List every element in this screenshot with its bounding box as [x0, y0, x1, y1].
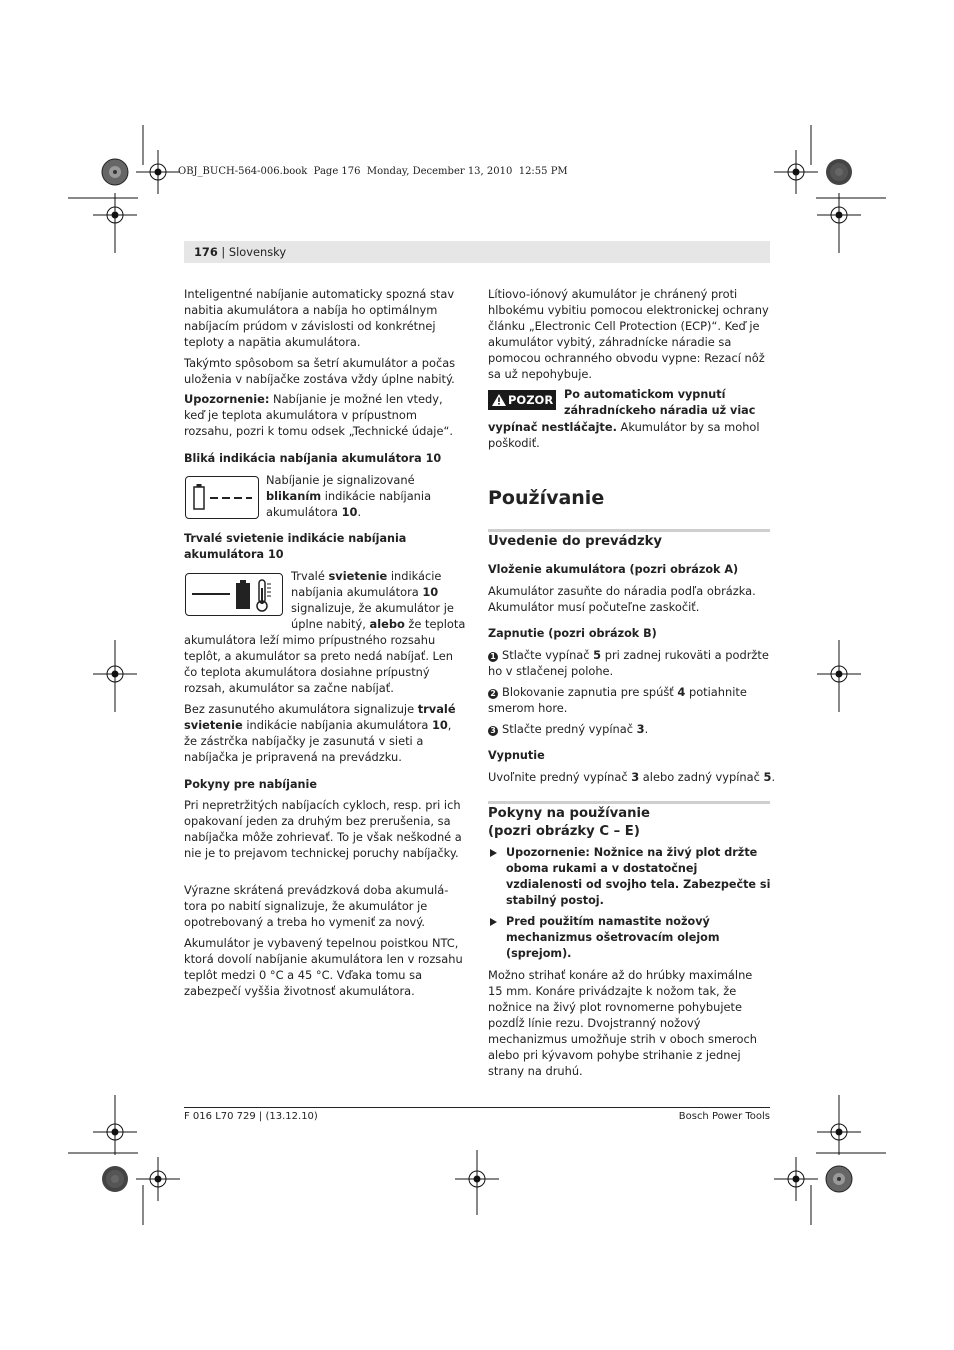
- warning-badge: [488, 390, 556, 410]
- steady-l1a: Trvalé: [291, 569, 329, 583]
- steady-line-3: signalizuje, že akumulátor je: [291, 601, 454, 615]
- heading-usage: [488, 805, 650, 841]
- section-title: Používanie: [488, 487, 605, 509]
- header-language: Slovensky: [228, 245, 287, 259]
- steady-l4b: alebo: [369, 617, 405, 631]
- p4a: Bez zasunutého akumulátora signalizuje: [184, 702, 418, 716]
- steady-battery-indicator-icon: [185, 573, 283, 616]
- blink-line-3: [266, 504, 466, 520]
- steady-line-1: [291, 568, 471, 584]
- warning-l3-bold: vypínač nestláčajte.: [488, 420, 617, 434]
- page-header: [194, 244, 286, 260]
- section-rule-2: [488, 801, 770, 804]
- heading-switch-on: Zapnutie (pozri obrázok B): [488, 627, 657, 640]
- switch-off-text: [488, 769, 778, 785]
- insert-battery-text: Akumulátor zasuňte do náradia podľa obrázka. Akumulátor musí počuteľne zaskočiť.: [488, 584, 756, 614]
- steady-l4c: že teplota: [404, 617, 466, 631]
- step3b: 3: [636, 722, 645, 736]
- step-2: [488, 684, 770, 716]
- step1a: Stlačte vypínač: [502, 648, 594, 662]
- step1b: 5: [593, 648, 602, 662]
- warning-line-4: poškodiť.: [488, 436, 540, 450]
- warning-text-top: [564, 387, 774, 419]
- step-1: [488, 647, 770, 679]
- warning-line-2: záhradníckeho náradia už viac: [564, 404, 756, 417]
- steady-description: [291, 568, 471, 632]
- blink-description: [266, 472, 466, 520]
- step3c: .: [644, 722, 649, 736]
- heading-steady: [184, 531, 406, 563]
- bullet-2-text: Pred použitím namastite nožový mechanizmus ošetrovacím olejom (sprejom).: [506, 915, 720, 960]
- heading-charging-tips: Pokyny pre nabíjanie: [184, 778, 317, 791]
- blink-ref-10: 10: [341, 505, 358, 519]
- left-paragraph-2: Takýmto spôsobom sa šetrí akumulátor a počas uloženia v nabíjačke zostáva vždy úplne nabitý.: [184, 356, 456, 386]
- off-b: 3: [631, 770, 640, 784]
- footer-rule: [184, 1107, 770, 1108]
- note-label: Upozornenie:: [184, 392, 270, 406]
- heading-blink: Bliká indikácia nabíjania akumulátora 10: [184, 452, 442, 465]
- usage-bullet-2: [506, 914, 772, 962]
- p4b: trvalé svietenie: [184, 702, 456, 732]
- page-number: 176: [194, 245, 218, 259]
- warning-line-3: [488, 419, 772, 435]
- book-header-line: OBJ_BUCH-564-006.book Page 176 Monday, December 13, 2010 12:55 PM: [178, 166, 568, 177]
- left-paragraph-4: [184, 701, 466, 765]
- left-paragraph-6: Výrazne skrátená prevádzková doba akumulá-tora po nabití signalizuje, že akumulátor je opotrebovaný a treba ho vymeniť za nový.: [184, 883, 449, 929]
- step-2-number-icon: 2: [488, 689, 498, 699]
- right-last-paragraph: Možno strihať konáre až do hrúbky maximálne 15 mm. Konáre privádzajte k nožom tak, že nožnice na živý plot rovnomerne pohybujete pozdĺž línie rezu. Dvojstranný nožový mechanizmus umožňuje strih v oboch smeroch alebo pri kývavom pohybe strihanie z jednej strany na druhú.: [488, 968, 757, 1078]
- p4d: 10: [431, 718, 448, 732]
- bullet-arrow-icon: [490, 849, 497, 857]
- heading-startup: Uvedenie do prevádzky: [488, 534, 663, 549]
- blink-period: .: [357, 505, 362, 519]
- warning-line-1: Po automatickom vypnutí: [564, 388, 726, 401]
- left-paragraph-1: Inteligentné nabíjanie automaticky spozná stav nabitia akumulátora a nabíja ho optimálnym nabíjacím prúdom v závislosti od konkrétnej teploty a napätia akumulátora.: [184, 287, 455, 349]
- step-3: [488, 721, 770, 737]
- step-3-number-icon: 3: [488, 726, 498, 736]
- note-text: Nabíjanie je možné len vtedy, keď je teplota akumulátora v prípustnom rozsahu, pozri k tomu odsek „Technické údaje“.: [184, 392, 454, 438]
- blink-line-1: Nabíjanie je signalizované: [266, 473, 415, 487]
- off-e: .: [771, 770, 776, 784]
- warning-label: POZOR: [508, 393, 554, 407]
- right-paragraph-1: Lítiovo-iónový akumulátor je chránený proti hlbokému vybitiu pomocou elektronickej ochrany článku „Electronic Cell Protection (ECP)“. Keď je akumulátor vybitý, záhradnícke náradie sa pomocou ochranného obvodu vypne: Rezací nôž sa už nepohybuje.: [488, 287, 769, 381]
- steady-line-4: [291, 616, 471, 632]
- steady-line-2: [291, 584, 471, 600]
- bullet-1-text: Upozornenie: Nožnice na živý plot držte oboma rukami a v dostatočnej vzdialenosti od svojho tela. Zabezpečte si stabilný postoj.: [506, 846, 771, 907]
- footer-left: F 016 L70 729 | (13.12.10): [184, 1111, 318, 1122]
- step2b: 4: [677, 685, 686, 699]
- p4c: indikácie nabíjania akumulátora: [242, 718, 432, 732]
- heading-insert-battery: Vloženie akumulátora (pozri obrázok A): [488, 563, 739, 576]
- p4e: , že zástrčka nabíjačky je zasunutá v sieti a nabíjačka je pripravená na prevádzku.: [184, 718, 452, 764]
- warning-l3-rest: Akumulátor by sa mohol: [616, 420, 760, 434]
- heading-usage-line-1: Pokyny na používanie: [488, 806, 650, 821]
- blinking-battery-indicator-icon: [185, 476, 259, 519]
- heading-steady-line-2: akumulátora 10: [184, 548, 284, 561]
- blink-line-3-text: akumulátora: [266, 505, 342, 519]
- step2c: potiahnite smerom hore.: [488, 685, 747, 715]
- off-c: alebo zadný vypínač: [639, 770, 764, 784]
- section-rule-1: [488, 529, 770, 532]
- blink-bold: blikaním: [266, 489, 322, 503]
- step1c: pri zadnej rukoväti a podržte ho v stlačenej polohe.: [488, 648, 769, 678]
- blink-line-2: [266, 488, 466, 504]
- steady-l1c: indikácie: [387, 569, 442, 583]
- steady-l1b: svietenie: [328, 569, 388, 583]
- header-separator: |: [221, 245, 226, 259]
- blink-line-2-rest: indikácie nabíjania: [321, 489, 432, 503]
- footer-right: Bosch Power Tools: [678, 1111, 770, 1122]
- warning-text-bottom: [488, 419, 772, 451]
- usage-bullet-1: [506, 845, 772, 909]
- step2a: Blokovanie zapnutia pre spúšť: [502, 685, 678, 699]
- left-note: [184, 391, 466, 439]
- step3a: Stlačte predný vypínač: [502, 722, 637, 736]
- warning-triangle-icon: [492, 394, 506, 406]
- left-paragraph-5: Pri nepretržitých nabíjacích cykloch, resp. pri ich opakovaní jeden za druhým bez prerušenia, sa nabíjačka môže zohrievať. To je však neškodné a nie je to prejavom technickej poruchy nabíjačky.: [184, 798, 462, 860]
- left-paragraph-7: Akumulátor je vybavený tepelnou poistkou NTC, ktorá dovolí nabíjanie akumulátora len v rozsahu teplôt medzi 0 °C a 45 °C. Vďaka tomu sa zabezpečí vyššia životnosť akumulátora.: [184, 936, 463, 998]
- steady-l4a: úplne nabitý,: [291, 617, 370, 631]
- bullet-arrow-icon: [490, 918, 497, 926]
- heading-steady-line-1: Trvalé svietenie indikácie nabíjania: [184, 532, 407, 545]
- heading-usage-line-2: (pozri obrázky C – E): [488, 824, 640, 839]
- heading-switch-off: Vypnutie: [488, 749, 545, 762]
- steady-continuation: akumulátora leží mimo prípustného rozsahu teplôt, a akumulátor sa preto nedá nabíjať. Len čo teplota akumulátora dosiahne prípustný rozsah, akumulátor sa začne nabíjať.: [184, 633, 453, 695]
- off-d: 5: [763, 770, 772, 784]
- off-a: Uvoľnite predný vypínač: [488, 770, 632, 784]
- steady-l2a: nabíjania akumulátora: [291, 585, 423, 599]
- step-1-number-icon: 1: [488, 652, 498, 662]
- steady-l2b: 10: [422, 585, 439, 599]
